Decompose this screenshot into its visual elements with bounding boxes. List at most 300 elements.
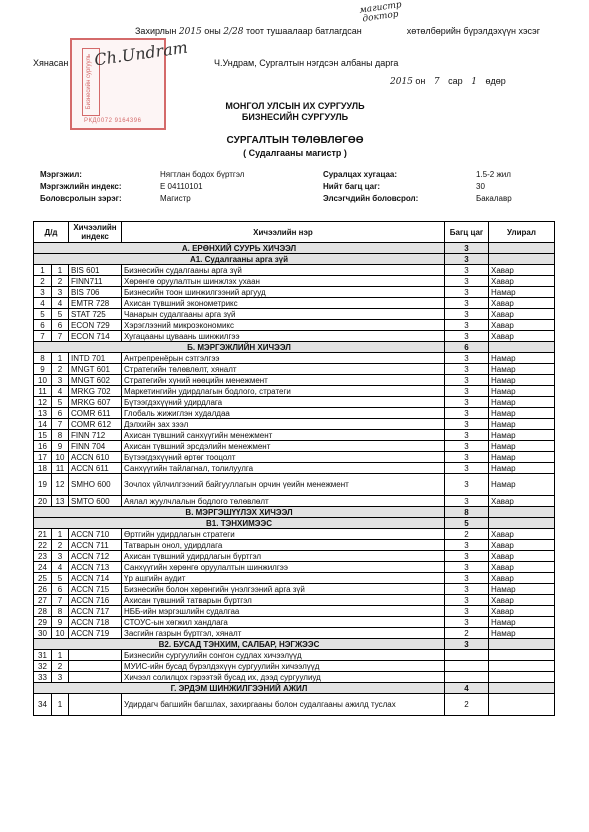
table-row xyxy=(34,573,555,584)
course-name: Бизнесийн судалгааны арга зүй xyxy=(122,265,445,276)
table-row xyxy=(34,474,555,496)
course-code: FINN711 xyxy=(69,276,122,287)
course-semester: Хавар xyxy=(489,562,555,573)
course-code: BIS 601 xyxy=(69,265,122,276)
row-number: 8 xyxy=(34,353,52,364)
course-credit: 3 xyxy=(445,562,489,573)
course-credit: 3 xyxy=(445,551,489,562)
section-semester xyxy=(489,683,555,694)
course-semester: Намар xyxy=(489,584,555,595)
course-name: Бизнесийн болон хөрөнгийн үнэлгээний арга зүй xyxy=(122,584,445,595)
course-name: Ахисан түвшний эрсдэлийн менежмент xyxy=(122,441,445,452)
course-name: МУИС-ийн бусад бүрэлдэхүүн сургуулийн хичээлүүд xyxy=(122,661,445,672)
table-row xyxy=(34,287,555,298)
course-name: Бизнесийн сургуулийн сонгон судлах хичээлүүд xyxy=(122,650,445,661)
course-code: ACCN 610 xyxy=(69,452,122,463)
section-credit: 3 xyxy=(445,254,489,265)
course-code: ACCN 715 xyxy=(69,584,122,595)
section-credit: 3 xyxy=(445,243,489,254)
course-credit: 3 xyxy=(445,298,489,309)
row-sub-number: 10 xyxy=(52,628,69,639)
section-title: Г. ЭРДЭМ ШИНЖИЛГЭЭНИЙ АЖИЛ xyxy=(34,683,445,694)
course-semester: Хавар xyxy=(489,265,555,276)
date-on: он xyxy=(415,76,426,86)
table-row xyxy=(34,628,555,639)
row-number: 1 xyxy=(34,265,52,276)
section-title: А1. Судалгааны арга зүй xyxy=(34,254,445,265)
table-row xyxy=(34,672,555,683)
approval-end: хөтөлбөрийн бүрэлдэхүүн хэсэг xyxy=(406,26,541,36)
row-number: 2 xyxy=(34,276,52,287)
row-sub-number: 1 xyxy=(52,694,69,716)
row-number: 12 xyxy=(34,397,52,408)
row-sub-number: 4 xyxy=(52,298,69,309)
row-sub-number: 13 xyxy=(52,496,69,507)
row-sub-number: 4 xyxy=(52,562,69,573)
course-semester: Хавар xyxy=(489,606,555,617)
row-number: 25 xyxy=(34,573,52,584)
section-credit: 4 xyxy=(445,683,489,694)
row-number: 31 xyxy=(34,650,52,661)
col-header-credit: Багц цаг xyxy=(445,222,489,243)
course-credit: 3 xyxy=(445,265,489,276)
table-header-row xyxy=(34,222,555,243)
page-title: СУРГАЛТЫН ТӨЛӨВЛӨГӨӨ xyxy=(226,135,364,146)
table-row xyxy=(34,529,555,540)
course-name: Зочлох үйлчилгээний байгууллагын орчин үеийн менежмент xyxy=(122,474,445,496)
course-semester: Намар xyxy=(489,397,555,408)
duration-value: 1.5-2 жил xyxy=(476,170,511,179)
course-semester: Намар xyxy=(489,463,555,474)
course-code: ACCN 714 xyxy=(69,573,122,584)
row-number: 19 xyxy=(34,474,52,496)
col-header-code: Хичээлийн индекс xyxy=(69,222,122,243)
course-code: COMR 612 xyxy=(69,419,122,430)
course-credit: 3 xyxy=(445,320,489,331)
credit-value: 30 xyxy=(476,182,485,191)
course-semester: Хавар xyxy=(489,496,555,507)
course-name: Ахисан түвшний удирдлагын бүртгэл xyxy=(122,551,445,562)
course-semester: Хавар xyxy=(489,529,555,540)
course-semester: Намар xyxy=(489,408,555,419)
section-credit: 5 xyxy=(445,518,489,529)
level-label: Боловсролын зэрэг: xyxy=(40,194,122,203)
row-sub-number: 3 xyxy=(52,287,69,298)
date-sar: сар xyxy=(448,76,463,86)
row-sub-number: 5 xyxy=(52,573,69,584)
course-code: ACCN 712 xyxy=(69,551,122,562)
table-row xyxy=(34,408,555,419)
course-code: EMTR 728 xyxy=(69,298,122,309)
row-sub-number: 6 xyxy=(52,408,69,419)
table-row xyxy=(34,496,555,507)
course-code: ACCN 718 xyxy=(69,617,122,628)
row-sub-number: 2 xyxy=(52,364,69,375)
entry-label: Элсэгчдийн боловсрол: xyxy=(323,194,419,203)
course-code: FINN 704 xyxy=(69,441,122,452)
course-name: СТОУС-ын хөгжил хандлага xyxy=(122,617,445,628)
course-name: Ахисан түвшний татварын бүртгэл xyxy=(122,595,445,606)
row-number: 17 xyxy=(34,452,52,463)
university-name: МОНГОЛ УЛСЫН ИХ СУРГУУЛЬ xyxy=(225,101,365,111)
course-name: Хөрөнгө оруулалтын шинжлэх ухаан xyxy=(122,276,445,287)
table-row xyxy=(34,452,555,463)
row-sub-number: 10 xyxy=(52,452,69,463)
course-credit: 3 xyxy=(445,276,489,287)
approval-date-line xyxy=(390,76,506,88)
row-sub-number: 8 xyxy=(52,430,69,441)
course-semester xyxy=(489,650,555,661)
entry-value: Бакалавр xyxy=(476,194,512,203)
course-semester: Намар xyxy=(489,474,555,496)
course-credit: 3 xyxy=(445,353,489,364)
row-number: 33 xyxy=(34,672,52,683)
row-sub-number: 7 xyxy=(52,595,69,606)
table-row xyxy=(34,386,555,397)
table-row xyxy=(34,430,555,441)
section-title: В1. ТЭНХИМЭЭС xyxy=(34,518,445,529)
course-code: STAT 725 xyxy=(69,309,122,320)
section-title: В. МЭРГЭШҮҮЛЭХ ХИЧЭЭЛ xyxy=(34,507,445,518)
row-number: 14 xyxy=(34,419,52,430)
course-credit xyxy=(445,650,489,661)
course-semester: Намар xyxy=(489,452,555,463)
course-semester: Хавар xyxy=(489,331,555,342)
course-credit: 3 xyxy=(445,540,489,551)
course-semester: Намар xyxy=(489,430,555,441)
row-sub-number: 3 xyxy=(52,375,69,386)
official-stamp xyxy=(70,37,189,130)
row-number: 22 xyxy=(34,540,52,551)
row-sub-number: 9 xyxy=(52,441,69,452)
row-sub-number: 1 xyxy=(52,529,69,540)
table-row xyxy=(34,650,555,661)
course-credit: 3 xyxy=(445,287,489,298)
row-number: 29 xyxy=(34,617,52,628)
course-semester xyxy=(489,672,555,683)
row-number: 10 xyxy=(34,375,52,386)
table-row xyxy=(34,463,555,474)
approval-line xyxy=(135,26,540,38)
course-semester: Намар xyxy=(489,375,555,386)
table-row xyxy=(34,353,555,364)
course-name: Үр ашгийн аудит xyxy=(122,573,445,584)
row-sub-number: 1 xyxy=(52,650,69,661)
course-semester: Хавар xyxy=(489,298,555,309)
row-number: 28 xyxy=(34,606,52,617)
row-sub-number: 5 xyxy=(52,309,69,320)
index-label: Мэргэжлийн индекс: xyxy=(40,182,122,191)
approval-date: 2/28 xyxy=(223,27,244,37)
section-row xyxy=(34,507,555,518)
handwritten-degree: магистр доктор xyxy=(358,0,403,25)
approver-name: Ч.Ундрам, Сургалтын нэгдсэн албаны дарга xyxy=(214,58,399,68)
course-credit: 2 xyxy=(445,694,489,716)
table-row xyxy=(34,331,555,342)
course-code: SMHO 600 xyxy=(69,474,122,496)
col-header-no: Д/д xyxy=(34,222,69,243)
course-credit: 3 xyxy=(445,408,489,419)
section-title: А. ЕРӨНХИЙ СУУРЬ ХИЧЭЭЛ xyxy=(34,243,445,254)
course-semester: Хавар xyxy=(489,276,555,287)
course-name: Удирдагч багшийн багшлах, захиргааны болон судалгааны ажилд туслах xyxy=(122,694,445,716)
course-semester: Хавар xyxy=(489,320,555,331)
course-credit: 3 xyxy=(445,584,489,595)
table-row xyxy=(34,276,555,287)
table-row xyxy=(34,540,555,551)
course-credit: 3 xyxy=(445,375,489,386)
course-semester: Намар xyxy=(489,617,555,628)
section-title: В2. БУСАД ТЭНХИМ, САЛБАР, НЭГЖЭЭС xyxy=(34,639,445,650)
index-value: Е 04110101 xyxy=(160,182,203,191)
row-sub-number: 5 xyxy=(52,397,69,408)
stamp-vertical-text: Бизнесийн сургууль xyxy=(86,54,92,110)
date-month: 7 xyxy=(433,77,440,87)
col-header-name: Хичээлийн нэр xyxy=(122,222,445,243)
course-semester xyxy=(489,694,555,716)
row-number: 24 xyxy=(34,562,52,573)
course-code: COMR 611 xyxy=(69,408,122,419)
course-name: Стратегийн төлөвлөлт, хяналт xyxy=(122,364,445,375)
course-name: Өртгийн удирдлагын стратеги xyxy=(122,529,445,540)
course-name: Бүтээгдэхүүний удирдлага xyxy=(122,397,445,408)
row-sub-number: 7 xyxy=(52,419,69,430)
row-sub-number: 1 xyxy=(52,353,69,364)
course-semester: Хавар xyxy=(489,309,555,320)
table-row xyxy=(34,320,555,331)
course-name: Стратегийн хүний нөөцийн менежмент xyxy=(122,375,445,386)
section-row xyxy=(34,254,555,265)
course-name: Глобаль жижиглэн худалдаа xyxy=(122,408,445,419)
section-semester xyxy=(489,507,555,518)
row-sub-number: 9 xyxy=(52,617,69,628)
course-semester: Намар xyxy=(489,419,555,430)
stamp-number: РКД0072 9164396 xyxy=(84,118,142,124)
row-number: 13 xyxy=(34,408,52,419)
date-year: 2015 xyxy=(390,77,413,87)
section-semester xyxy=(489,243,555,254)
course-name: Маркетингийн удирдлагын бодлого, стратеги xyxy=(122,386,445,397)
course-code: ACCN 713 xyxy=(69,562,122,573)
row-number: 18 xyxy=(34,463,52,474)
table-row xyxy=(34,265,555,276)
table-row xyxy=(34,397,555,408)
row-sub-number: 2 xyxy=(52,276,69,287)
course-credit: 3 xyxy=(445,463,489,474)
course-semester: Намар xyxy=(489,441,555,452)
row-sub-number: 2 xyxy=(52,540,69,551)
row-number: 7 xyxy=(34,331,52,342)
course-semester: Хавар xyxy=(489,573,555,584)
row-sub-number: 8 xyxy=(52,606,69,617)
table-row xyxy=(34,441,555,452)
approval-prefix: Захирлын xyxy=(135,26,177,36)
row-number: 34 xyxy=(34,694,52,716)
table-row xyxy=(34,298,555,309)
row-number: 27 xyxy=(34,595,52,606)
course-name: Аялал жуулчлалын бодлого төлөвлөлт xyxy=(122,496,445,507)
course-credit: 2 xyxy=(445,529,489,540)
duration-label: Суралцах хугацаа: xyxy=(323,170,398,179)
course-name: Ахисан түвшний санхүүгийн менежмент xyxy=(122,430,445,441)
course-credit: 3 xyxy=(445,573,489,584)
course-semester: Намар xyxy=(489,364,555,375)
course-code: MRKG 702 xyxy=(69,386,122,397)
section-row xyxy=(34,683,555,694)
row-number: 32 xyxy=(34,661,52,672)
date-udur: өдөр xyxy=(485,76,506,86)
row-number: 23 xyxy=(34,551,52,562)
course-code xyxy=(69,672,122,683)
course-credit: 3 xyxy=(445,606,489,617)
row-number: 4 xyxy=(34,298,52,309)
row-number: 11 xyxy=(34,386,52,397)
row-number: 21 xyxy=(34,529,52,540)
course-code: ACCN 717 xyxy=(69,606,122,617)
course-code xyxy=(69,694,122,716)
row-number: 20 xyxy=(34,496,52,507)
row-number: 5 xyxy=(34,309,52,320)
course-semester: Намар xyxy=(489,386,555,397)
course-semester: Хавар xyxy=(489,540,555,551)
course-code xyxy=(69,661,122,672)
date-day: 1 xyxy=(471,77,477,87)
course-credit: 3 xyxy=(445,496,489,507)
table-row xyxy=(34,419,555,430)
course-code: MNGT 602 xyxy=(69,375,122,386)
course-name: Бизнесийн тоон шинжилгээний аргууд xyxy=(122,287,445,298)
course-credit: 3 xyxy=(445,474,489,496)
row-sub-number: 1 xyxy=(52,265,69,276)
course-credit: 3 xyxy=(445,441,489,452)
section-semester xyxy=(489,342,555,353)
table-row xyxy=(34,606,555,617)
table-row xyxy=(34,364,555,375)
course-semester: Намар xyxy=(489,628,555,639)
course-name: Санхүүгийн тайлагнал, толилуулга xyxy=(122,463,445,474)
school-name: БИЗНЕСИЙН СУРГУУЛЬ xyxy=(241,112,349,122)
course-name: Засгийн газрын бүртгэл, хяналт xyxy=(122,628,445,639)
row-sub-number: 6 xyxy=(52,584,69,595)
course-name: Бүтээгдэхүүний өртөг тооцолт xyxy=(122,452,445,463)
section-row xyxy=(34,639,555,650)
course-credit: 3 xyxy=(445,309,489,320)
table-row xyxy=(34,551,555,562)
row-number: 6 xyxy=(34,320,52,331)
section-row xyxy=(34,243,555,254)
course-name: Хэрэглээний микроэкономикс xyxy=(122,320,445,331)
course-credit: 3 xyxy=(445,331,489,342)
table-row xyxy=(34,661,555,672)
course-credit: 2 xyxy=(445,628,489,639)
row-sub-number: 3 xyxy=(52,551,69,562)
course-credit: 3 xyxy=(445,419,489,430)
course-semester: Намар xyxy=(489,287,555,298)
table-row xyxy=(34,584,555,595)
course-credit: 3 xyxy=(445,364,489,375)
course-code: ACCN 611 xyxy=(69,463,122,474)
course-code: FINN 712 xyxy=(69,430,122,441)
course-name: Санхүүгийн хөрөнгө оруулалтын шинжилгээ xyxy=(122,562,445,573)
level-value: Магистр xyxy=(160,194,191,203)
course-code xyxy=(69,650,122,661)
row-number: 3 xyxy=(34,287,52,298)
page-subtitle: ( Судалгааны магистр ) xyxy=(243,148,347,158)
course-code: ACCN 719 xyxy=(69,628,122,639)
row-sub-number: 3 xyxy=(52,672,69,683)
approve-label: Хянасан xyxy=(33,58,69,68)
table-row xyxy=(34,694,555,716)
col-header-semester: Улирал xyxy=(489,222,555,243)
course-credit xyxy=(445,661,489,672)
row-sub-number: 11 xyxy=(52,463,69,474)
course-credit: 3 xyxy=(445,397,489,408)
course-semester: Намар xyxy=(489,353,555,364)
course-semester: Хавар xyxy=(489,595,555,606)
course-name: Татварын онол, удирдлага xyxy=(122,540,445,551)
row-number: 15 xyxy=(34,430,52,441)
course-name: Чанарын судалгааны арга зүй xyxy=(122,309,445,320)
row-sub-number: 4 xyxy=(52,386,69,397)
section-row xyxy=(34,518,555,529)
section-title: Б. МЭРГЭЖЛИЙН ХИЧЭЭЛ xyxy=(34,342,445,353)
course-code: ACCN 710 xyxy=(69,529,122,540)
row-number: 9 xyxy=(34,364,52,375)
spec-value: Нягтлан бодох бүртгэл xyxy=(160,170,245,179)
curriculum-table xyxy=(33,221,555,716)
section-credit: 8 xyxy=(445,507,489,518)
course-name: НББ-ийн мэргэшлийн судалгаа xyxy=(122,606,445,617)
course-name: Дэлхийн зах зээл xyxy=(122,419,445,430)
row-number: 30 xyxy=(34,628,52,639)
table-row xyxy=(34,617,555,628)
row-sub-number: 12 xyxy=(52,474,69,496)
course-credit: 3 xyxy=(445,617,489,628)
course-code: BIS 706 xyxy=(69,287,122,298)
course-code: MNGT 601 xyxy=(69,364,122,375)
course-code: ECON 714 xyxy=(69,331,122,342)
row-sub-number: 7 xyxy=(52,331,69,342)
row-sub-number: 6 xyxy=(52,320,69,331)
row-number: 16 xyxy=(34,441,52,452)
approval-mid: оны xyxy=(204,26,221,36)
section-semester xyxy=(489,518,555,529)
course-name: Хичээл солилцох гэрээтэй бусад их, дээд сургуулиуд xyxy=(122,672,445,683)
course-semester: Хавар xyxy=(489,551,555,562)
table-row xyxy=(34,309,555,320)
row-sub-number: 2 xyxy=(52,661,69,672)
section-credit: 3 xyxy=(445,639,489,650)
course-code: MRKG 607 xyxy=(69,397,122,408)
course-code: SMTO 600 xyxy=(69,496,122,507)
section-credit: 6 xyxy=(445,342,489,353)
course-credit: 3 xyxy=(445,386,489,397)
signature: Ch.Undram xyxy=(93,37,189,70)
credit-label: Нийт багц цаг: xyxy=(323,182,381,191)
course-name: Антрепренёрын сэтгэлгээ xyxy=(122,353,445,364)
course-semester xyxy=(489,661,555,672)
course-credit: 3 xyxy=(445,595,489,606)
course-credit: 3 xyxy=(445,430,489,441)
course-code: ACCN 711 xyxy=(69,540,122,551)
spec-label: Мэргэжил: xyxy=(40,170,82,179)
course-code: ECON 729 xyxy=(69,320,122,331)
section-semester xyxy=(489,639,555,650)
approval-year: 2015 xyxy=(178,27,202,37)
table-row xyxy=(34,375,555,386)
section-semester xyxy=(489,254,555,265)
course-code: ACCN 716 xyxy=(69,595,122,606)
